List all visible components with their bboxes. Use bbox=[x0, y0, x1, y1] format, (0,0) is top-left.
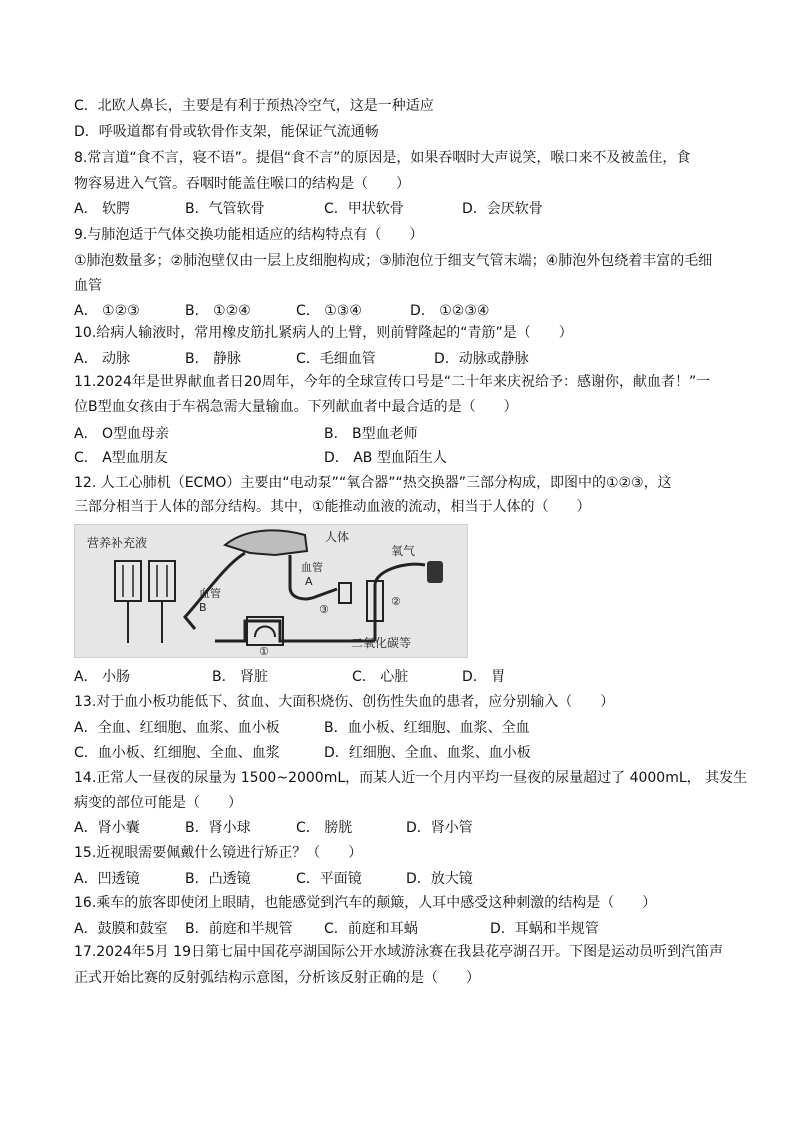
q8-option-a: A． 软腭 bbox=[74, 201, 131, 217]
q8-option-b: B．气管软骨 bbox=[185, 201, 265, 217]
q17-stem-line2: 正式开始比赛的反射弧结构示意图，分析该反射正确的是（ ） bbox=[74, 970, 480, 986]
q15-stem: 15.近视眼需要佩戴什么镜进行矫正？（ ） bbox=[74, 845, 363, 861]
q8-option-d: D．会厌软骨 bbox=[462, 201, 543, 217]
q8-stem-line1: 8.常言道“食不言，寝不语”。提倡“食不言”的原因是，如果吞咽时大声说笑，喉口来不及被盖住，食 bbox=[74, 150, 691, 166]
q11-stem-line1: 11.2024年是世界献血者日20周年，今年的全球宣传口号是“二十年来庆祝给予：感谢你，献血者！”一 bbox=[74, 374, 711, 390]
q16-option-d: D．耳蜗和半规管 bbox=[490, 921, 599, 937]
label-3: ③ bbox=[319, 603, 329, 616]
q7-option-c: C．北欧人鼻长，主要是有利于预热冷空气，这是一种适应 bbox=[74, 98, 434, 114]
q14-stem-line1: 14.正常人一昼夜的尿量为 1500~2000mL，而某人近一个月内平均一昼夜的尿量超过了 4000mL， 其发生 bbox=[74, 770, 748, 786]
q9-statements-line2: 血管 bbox=[74, 278, 102, 294]
q8-stem-line2: 物容易进入气管。吞咽时能盖住喉口的结构是（ ） bbox=[74, 176, 410, 192]
q7-option-d: D．呼吸道都有骨或软骨作支架，能保证气流通畅 bbox=[74, 124, 379, 140]
label-vessel-b: 血管 bbox=[199, 587, 221, 600]
q12-option-c: C． 心脏 bbox=[352, 669, 409, 685]
q10-option-a: A． 动脉 bbox=[74, 351, 131, 367]
q12-stem-line1: 12. 人工心肺机（ECMO）主要由“电动泵”“氧合器”“热交换器”三部分构成，即图中的①②③，这 bbox=[74, 475, 672, 491]
q16-option-a: A．鼓膜和鼓室 bbox=[74, 921, 168, 937]
q14-stem-line2: 病变的部位可能是（ ） bbox=[74, 795, 242, 811]
q9-stem: 9.与肺泡适于气体交换功能相适应的结构特点有（ ） bbox=[74, 227, 424, 243]
label-a: A bbox=[305, 575, 313, 588]
q11-option-b: B． B型血老师 bbox=[324, 426, 418, 442]
q16-stem: 16.乘车的旅客即使闭上眼睛，也能感觉到汽车的颠簸，人耳中感受这种刺激的结构是（ ） bbox=[74, 895, 657, 911]
q14-option-d: D．肾小管 bbox=[406, 820, 473, 836]
q13-option-c: C．血小板、红细胞、全血、血浆 bbox=[74, 745, 280, 761]
q10-option-d: D．动脉或静脉 bbox=[434, 351, 529, 367]
label-1: ① bbox=[259, 645, 269, 657]
q15-option-a: A．凹透镜 bbox=[74, 871, 140, 887]
q10-option-c: C．毛细血管 bbox=[296, 351, 376, 367]
q12-option-b: B． 肾脏 bbox=[212, 669, 269, 685]
q12-option-a: A． 小肠 bbox=[74, 669, 131, 685]
q11-stem-line2: 位B型血女孩由于车祸急需大量输血。下列献血者中最合适的是（ ） bbox=[74, 399, 518, 415]
q12-stem-line2: 三部分相当于人体的部分结构。其中，①能推动血液的流动，相当于人体的（ ） bbox=[74, 499, 591, 515]
ecmo-diagram-svg bbox=[75, 525, 467, 657]
q16-option-c: C．前庭和耳蜗 bbox=[324, 921, 418, 937]
label-2: ② bbox=[391, 595, 401, 608]
label-vessel-a: 血管 bbox=[301, 561, 323, 574]
ecmo-diagram bbox=[74, 524, 468, 658]
q9-option-c: C． ①③④ bbox=[296, 303, 362, 319]
q13-option-a: A．全血、红细胞、血浆、血小板 bbox=[74, 720, 280, 736]
q11-option-d: D． AB 型血陌生人 bbox=[324, 450, 447, 466]
q17-stem-line1: 17.2024年5月 19日第七届中国花亭湖国际公开水域游泳赛在我县花亭湖召开。下图是运动员听到汽笛声 bbox=[74, 944, 724, 960]
oxygen-tank bbox=[427, 561, 443, 583]
q15-option-b: B．凸透镜 bbox=[185, 871, 251, 887]
q15-option-d: D．放大镜 bbox=[406, 871, 473, 887]
q15-option-c: C．平面镜 bbox=[296, 871, 362, 887]
q13-stem: 13.对于血小板功能低下、贫血、大面积烧伤、创伤性失血的患者，应分别输入（ ） bbox=[74, 694, 615, 710]
q14-option-c: C． 膀胱 bbox=[296, 820, 353, 836]
q16-option-b: B．前庭和半规管 bbox=[185, 921, 293, 937]
label-body: 人体 bbox=[325, 530, 350, 544]
label-oxygen: 氧气 bbox=[391, 544, 416, 558]
q13-option-d: D．红细胞、全血、血浆、血小板 bbox=[324, 745, 531, 761]
q8-option-c: C．甲状软骨 bbox=[324, 201, 404, 217]
label-b: B bbox=[199, 601, 207, 614]
q14-option-a: A．肾小囊 bbox=[74, 820, 140, 836]
q9-statements-line1: ①肺泡数量多；②肺泡壁仅由一层上皮细胞构成；③肺泡位于细支气管末端；④肺泡外包绕着丰富的毛细 bbox=[74, 253, 713, 269]
q9-option-a: A． ①②③ bbox=[74, 303, 140, 319]
q10-option-b: B． 静脉 bbox=[185, 351, 242, 367]
q11-option-c: C． A型血朋友 bbox=[74, 450, 168, 466]
q11-option-a: A． O型血母亲 bbox=[74, 426, 170, 442]
q9-option-d: D． ①②③④ bbox=[410, 303, 490, 319]
q13-option-b: B．血小板、红细胞、血浆、全血 bbox=[324, 720, 530, 736]
q10-stem: 10.给病人输液时，常用橡皮筋扎紧病人的上臂，则前臂隆起的“青筋”是（ ） bbox=[74, 325, 573, 341]
label-nutrient: 营养补充液 bbox=[87, 536, 148, 550]
q12-option-d: D． 胃 bbox=[462, 669, 506, 685]
q9-option-b: B． ①②④ bbox=[185, 303, 251, 319]
label-co2: 二氧化碳等 bbox=[351, 636, 412, 650]
q14-option-b: B．肾小球 bbox=[185, 820, 251, 836]
